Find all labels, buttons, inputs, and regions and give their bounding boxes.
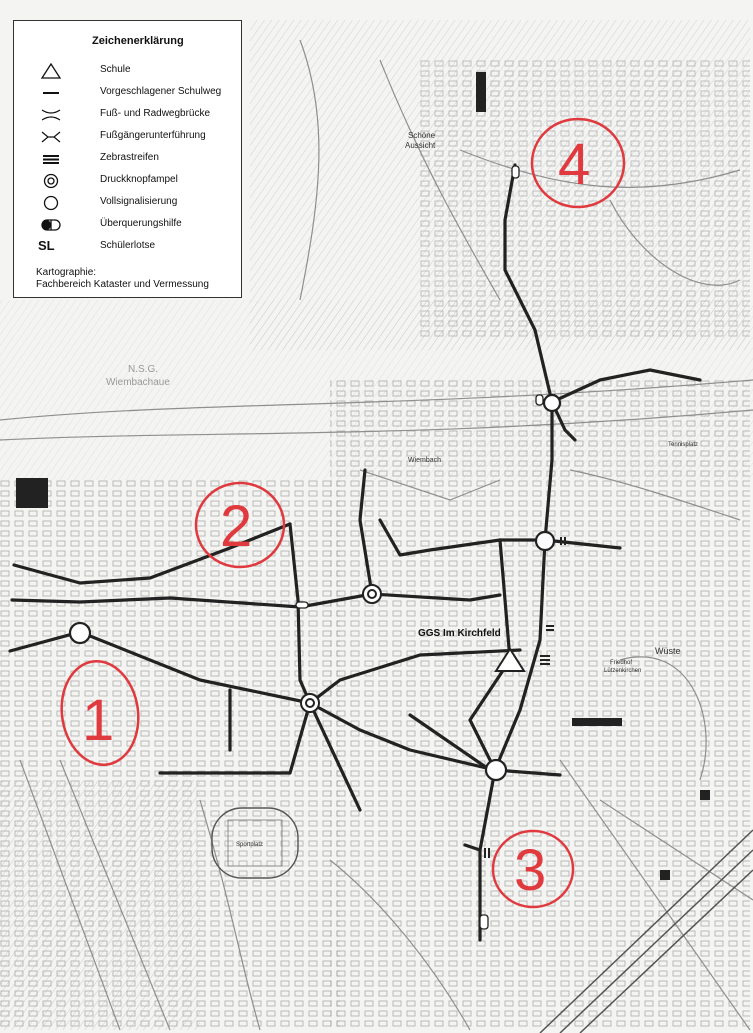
legend-row-underpass xyxy=(14,127,243,147)
legend-credit-department: Fachbereich Kataster und Vermessung xyxy=(36,279,209,290)
label-nsg: Wiembachaue xyxy=(106,377,170,388)
legend-label: Zebrastreifen xyxy=(100,152,159,163)
sl-text-icon: SL xyxy=(38,238,55,253)
traffic-light-circle-icon xyxy=(36,195,66,211)
push-button-light xyxy=(306,699,314,707)
push-button-light-icon xyxy=(36,173,66,189)
legend-label: Vorgeschlagener Schulweg xyxy=(100,86,222,97)
route-line-icon xyxy=(36,85,66,101)
legend-label: Schülerlotse xyxy=(100,240,156,251)
legend-label: Fußgängerunterführung xyxy=(100,130,206,141)
legend-credit-heading: Kartographie: xyxy=(36,267,97,278)
label-sportplatz: Sportplatz xyxy=(236,842,264,848)
label-schoene-aussicht: Schöne xyxy=(408,131,436,140)
full-signal-circle xyxy=(544,395,560,411)
zone-number-4: 4 xyxy=(558,132,591,197)
label-schoene-aussicht: Aussicht xyxy=(405,141,436,150)
full-signal-circle xyxy=(486,760,506,780)
legend-row-crossing-guard xyxy=(14,237,243,257)
legend-label: Vollsignalisierung xyxy=(100,196,178,207)
legend-label: Schule xyxy=(100,64,131,75)
zone-number-2: 2 xyxy=(220,494,253,559)
zebra-crossing-icon xyxy=(36,151,66,167)
bridge-icon xyxy=(36,107,66,123)
legend-row-crossing-aid xyxy=(14,215,243,235)
zone-number-3: 3 xyxy=(514,838,547,903)
underpass-icon xyxy=(36,129,66,145)
legend-label: Überquerungshilfe xyxy=(100,218,182,229)
full-signal-circle xyxy=(536,532,554,550)
zone-number-1: 1 xyxy=(82,688,115,753)
legend-title: Zeichenerklärung xyxy=(92,35,184,47)
map-legend xyxy=(13,20,242,298)
triangle-icon xyxy=(36,63,66,79)
label-wueste: Wüste xyxy=(655,646,681,656)
full-signal-circle xyxy=(70,623,90,643)
label-friedhof: Lützenkirchen xyxy=(604,668,642,674)
label-friedhof: Friedhof xyxy=(610,660,633,666)
legend-row-full-signal xyxy=(14,193,243,213)
push-button-light xyxy=(368,590,376,598)
legend-row-route xyxy=(14,83,243,103)
label-nsg: N.S.G. xyxy=(128,364,159,375)
legend-row-zebra xyxy=(14,149,243,169)
label-tennisplatz: Tennisplatz xyxy=(668,442,699,448)
label-school: GGS Im Kirchfeld xyxy=(418,628,501,639)
legend-row-bridge xyxy=(14,105,243,125)
legend-row-push-button-light xyxy=(14,171,243,191)
legend-row-school xyxy=(14,61,243,81)
crossing-aid-icon xyxy=(36,217,66,233)
label-wiembach: Wiembach xyxy=(408,457,442,464)
legend-label: Fuß- und Radwegbrücke xyxy=(100,108,211,119)
legend-label: Druckknopfampel xyxy=(100,174,178,185)
